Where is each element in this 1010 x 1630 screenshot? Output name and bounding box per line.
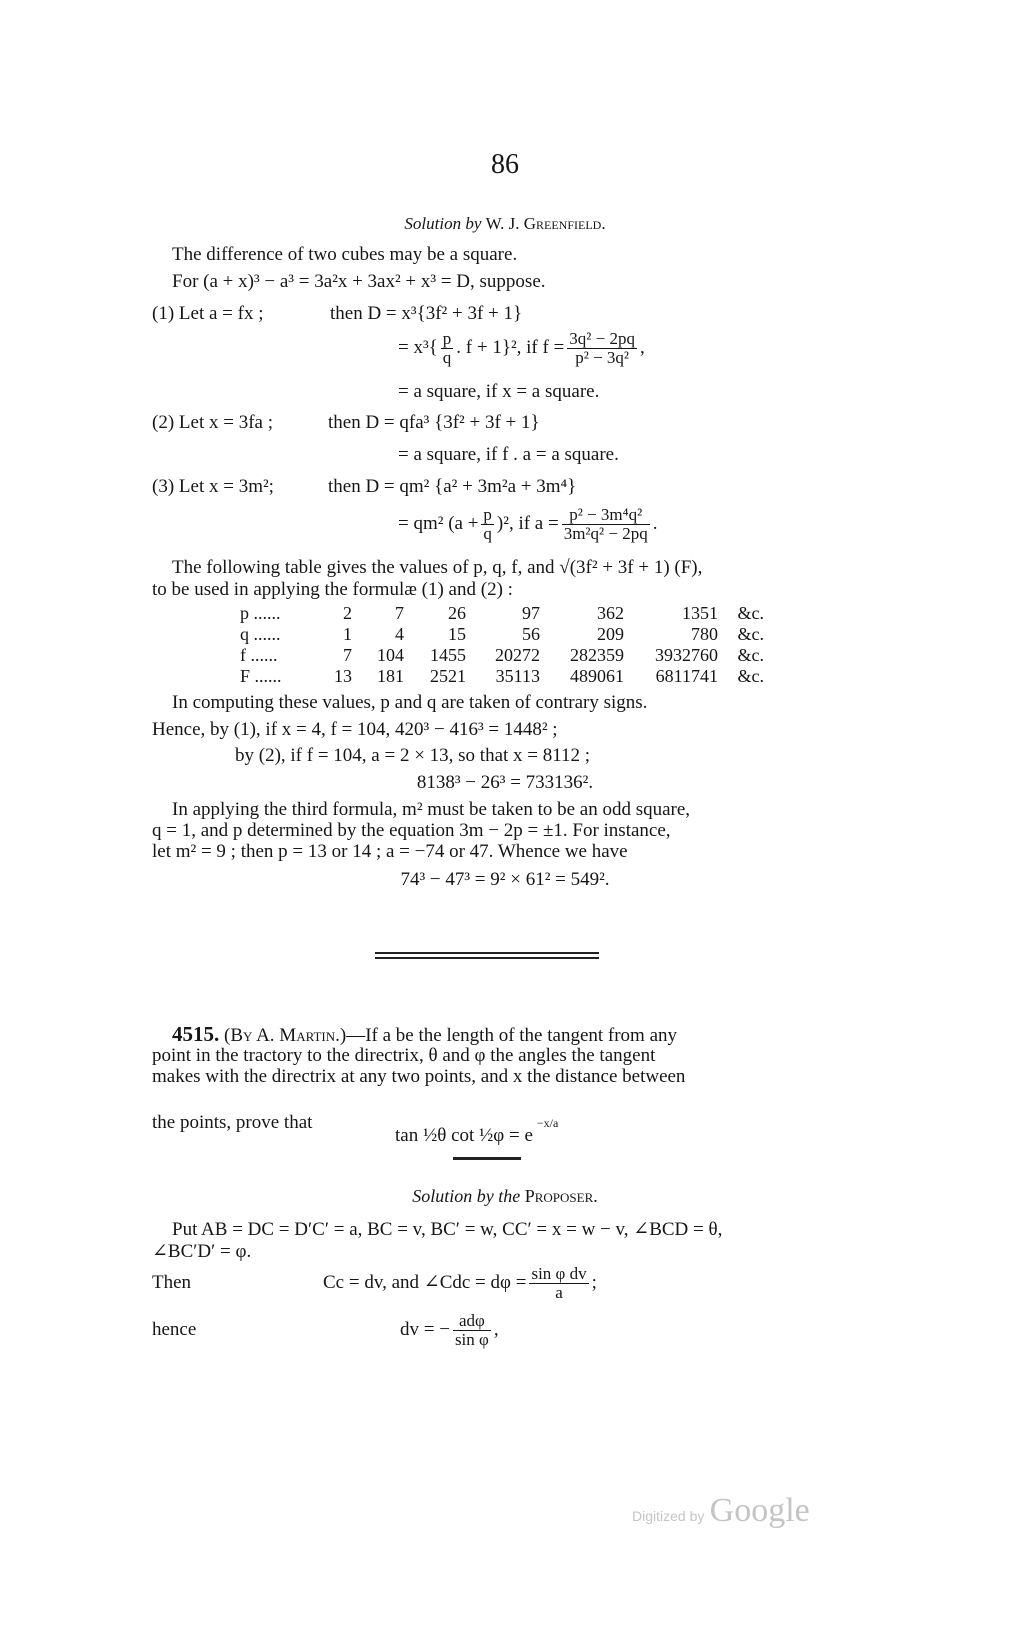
- heading-author: W. J. Greenfield.: [485, 214, 606, 233]
- text-line: In computing these values, p and q are taken of contrary signs.: [172, 692, 648, 713]
- divider-rule: [375, 957, 599, 959]
- text-line: to be used in applying the formulæ (1) and (2) :: [152, 579, 513, 600]
- equation-line: tan ½θ cot ½φ = $e^{-x/a}$: [395, 1116, 559, 1146]
- page-number: 86: [491, 149, 519, 180]
- text-line: = a square, if x = a square.: [398, 381, 600, 402]
- text-line: makes with the directrix at any two points, and x the distance between: [152, 1066, 686, 1087]
- row-label: p ......: [240, 603, 281, 623]
- equation-line: dv = − $\frac{\text{adφ}}{\text{sin φ}}$ ,: [400, 1311, 499, 1350]
- text-line: For (a + x)³ − a³ = 3a²x + 3ax² + x³ = D, suppose.: [172, 271, 546, 292]
- solution-heading: Solution by the Proposer.: [412, 1186, 598, 1206]
- text-line: The difference of two cubes may be a square.: [172, 244, 518, 265]
- table-cell: &c.: [737, 624, 764, 644]
- text-line: then D = qfa³ {3f² + 3f + 1}: [328, 412, 540, 433]
- equation-line: = x³{ $\frac{p}{q}$ . f + 1}², if f = $\frac{\text{3q² − 2pq}}{\text{p² − 3q²}}$ ,: [398, 329, 645, 368]
- text-line: the points, prove that: [152, 1112, 313, 1133]
- table-cell: 7: [343, 645, 352, 665]
- question-author: (By A. Martin.): [224, 1025, 347, 1046]
- table-cell: 1455: [430, 645, 466, 665]
- text-line: (3) Let x = 3m²;: [152, 476, 274, 497]
- table-cell: 780: [691, 624, 718, 644]
- heading-italic: Solution by: [404, 214, 482, 233]
- fraction: $\frac{\text{adφ}}{\text{sin φ}}$: [454, 1311, 489, 1350]
- text-line: In applying the third formula, m² must be taken to be an odd square,: [172, 799, 691, 820]
- text-line: point in the tractory to the directrix, θ and φ the angles the tangent: [152, 1045, 656, 1066]
- text-line: let m² = 9 ; then p = 13 or 14 ; a = −74 or 47. Whence we have: [152, 841, 628, 862]
- table-row: [240, 603, 764, 624]
- table-cell: 13: [334, 666, 352, 686]
- row-label: F ......: [240, 666, 282, 686]
- fraction: $\frac{\text{3q² − 2pq}}{\text{p² − 3q²}}$: [569, 329, 635, 368]
- eq-part: = x³{: [398, 337, 438, 358]
- table-cell: 104: [377, 645, 404, 665]
- question-line: 4515. (By A. Martin.)—If a be the length of the tangent from any: [172, 1022, 678, 1046]
- text-line: 8138³ − 26³ = 733136².: [416, 772, 594, 793]
- equation-line: = qm² (a + $\frac{p}{q}$ )², if a = $\frac{\text{p² − 3m⁴q²}}{\text{3m²q² − 2pq}}$ .: [398, 505, 658, 544]
- table-cell: 7: [395, 603, 404, 623]
- text-line: = a square, if f . a = a square.: [398, 444, 619, 465]
- table-cell: 1351: [682, 603, 718, 623]
- solution-heading: [0, 213, 1010, 235]
- eq-part: . f + 1}², if f =: [456, 337, 565, 358]
- divider-rule: [453, 1157, 521, 1160]
- text-line: (1) Let a = fx ;: [152, 303, 264, 324]
- table-cell: 181: [377, 666, 404, 686]
- table-cell: 2521: [430, 666, 466, 686]
- text-line: Hence, by (1), if x = 4, f = 104, 420³ − 416³ = 1448² ;: [152, 719, 558, 740]
- text-line: Put AB = DC = D′C′ = a, BC = v, BC′ = w, CC′ = x = w − v, ∠BCD = θ,: [172, 1219, 723, 1240]
- watermark: Digitized by Google: [632, 1492, 810, 1529]
- table-cell: 4: [395, 624, 404, 644]
- text-line: q = 1, and p determined by the equation 3m − 2p = ±1. For instance,: [152, 820, 671, 841]
- table-cell: 282359: [570, 645, 624, 665]
- equation-line: Cc = dv, and ∠Cdc = dφ = $\frac{\text{sin φ dv}}{a}$ ;: [323, 1264, 597, 1303]
- text-line: The following table gives the values of p, q, f, and √(3f² + 3f + 1) (F),: [172, 557, 703, 578]
- divider-rule: [375, 952, 599, 954]
- fraction: $\frac{\text{sin φ dv}}{a}$: [531, 1264, 587, 1303]
- table-row: [240, 645, 764, 666]
- table-cell: 15: [448, 624, 466, 644]
- fraction: $\frac{p}{q}$: [442, 329, 452, 368]
- text-line: Then: [152, 1272, 192, 1293]
- table-cell: 35113: [495, 666, 540, 686]
- table-cell: 3932760: [655, 645, 718, 665]
- fraction: $\frac{p}{q}$: [483, 505, 492, 544]
- row-label: q ......: [240, 624, 281, 644]
- table-row: [240, 666, 764, 687]
- table-cell: 489061: [570, 666, 624, 686]
- text-line: ∠BC′D′ = φ.: [152, 1241, 252, 1262]
- text-line: then D = x³{3f² + 3f + 1}: [330, 303, 523, 324]
- table-cell: 97: [522, 603, 540, 623]
- table-cell: 6811741: [655, 666, 718, 686]
- values-table: [240, 603, 764, 687]
- text-line: hence: [152, 1319, 197, 1340]
- table-cell: 2: [343, 603, 352, 623]
- text-line: by (2), if f = 104, a = 2 × 13, so that x = 8112 ;: [235, 745, 591, 766]
- eq-part: )², if a =: [496, 513, 559, 534]
- question-number: 4515.: [172, 1022, 220, 1046]
- table-cell: 56: [522, 624, 540, 644]
- table-cell: &c.: [737, 645, 764, 665]
- text-line: (2) Let x = 3fa ;: [152, 412, 273, 433]
- table-cell: &c.: [737, 603, 764, 623]
- text-line: 74³ − 47³ = 9² × 61² = 549².: [400, 869, 610, 890]
- table-cell: 20272: [495, 645, 540, 665]
- table-cell: 362: [597, 603, 624, 623]
- table-cell: 26: [448, 603, 466, 623]
- eq-part: = qm² (a +: [398, 513, 479, 534]
- text-line: then D = qm² {a² + 3m²a + 3m⁴}: [328, 476, 577, 497]
- table-cell: 209: [597, 624, 624, 644]
- exponent: −x/a: [536, 1116, 559, 1130]
- table-cell: &c.: [737, 666, 764, 686]
- fraction: $\frac{\text{p² − 3m⁴q²}}{\text{3m²q² − 2pq}}$: [563, 505, 648, 544]
- table-row: [240, 624, 764, 645]
- table-cell: 1: [343, 624, 352, 644]
- row-label: f ......: [240, 645, 278, 665]
